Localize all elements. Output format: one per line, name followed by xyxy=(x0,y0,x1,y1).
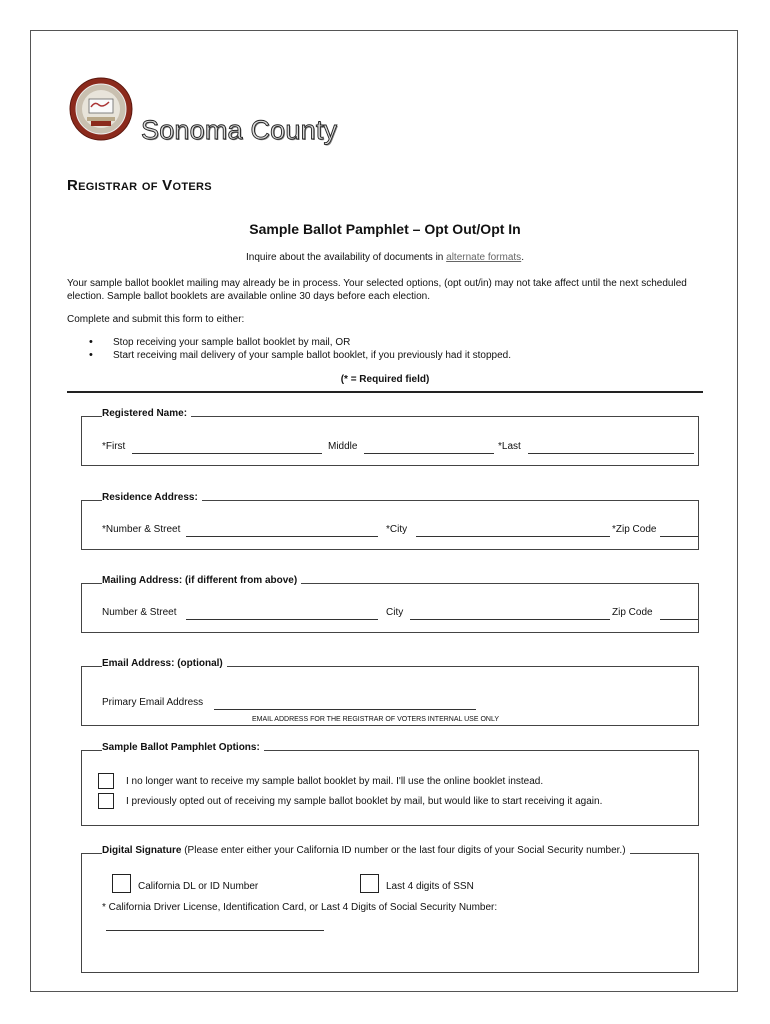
first-name-label: *First xyxy=(102,441,126,452)
last-name-label: *Last xyxy=(498,441,521,452)
registrar-heading: Registrar of Voters xyxy=(67,177,212,194)
county-name: Sonoma County xyxy=(141,115,338,145)
county-seal-logo xyxy=(69,77,133,141)
residence-city-label: *City xyxy=(386,524,408,535)
residence-address-section xyxy=(81,492,699,550)
mailing-address-section xyxy=(81,575,699,633)
opt-out-label: I no longer want to receive my sample ballot booklet by mail. I'll use the online booklet instead. xyxy=(126,776,544,787)
inquire-text: Inquire about the availability of documents in xyxy=(246,252,447,263)
registered-name-section xyxy=(81,408,699,466)
options-legend: Sample Ballot Pamphlet Options: xyxy=(102,742,264,753)
mailing-street-label: Number & Street xyxy=(102,607,177,618)
signature-legend-title: Digital Signature xyxy=(102,845,182,856)
opt-in-label: I previously opted out of receiving my sample ballot booklet by mail, but would like to start receiving it again. xyxy=(126,796,603,807)
registered-name-legend: Registered Name: xyxy=(102,408,191,419)
middle-name-label: Middle xyxy=(328,441,358,452)
instruction-paragraph: Complete and submit this form to either: xyxy=(67,314,245,325)
ssn-checkbox[interactable] xyxy=(360,874,379,893)
email-section xyxy=(81,658,699,726)
residence-city-field[interactable] xyxy=(416,536,610,537)
first-name-field[interactable] xyxy=(132,453,322,454)
divider xyxy=(67,391,703,393)
mailing-zip-field[interactable] xyxy=(660,619,698,620)
alternate-formats-link[interactable]: alternate formats xyxy=(446,252,522,263)
mailing-city-label: City xyxy=(386,607,404,618)
residence-zip-field[interactable] xyxy=(660,536,698,537)
ssn-label: Last 4 digits of SSN xyxy=(386,881,474,892)
email-legend: Email Address: (optional) xyxy=(102,658,227,669)
residence-street-label: *Number & Street xyxy=(102,524,181,535)
intro-paragraph: Your sample ballot booklet mailing may already be in process. Your selected options, (opt out/in) may not take affect until the next scheduled election. Sample ballot booklets are available online 30 days before each election. xyxy=(67,278,687,302)
list-item: • Start receiving mail delivery of your sample ballot booklet, if you previously had it stopped. xyxy=(89,349,511,362)
mailing-zip-label: Zip Code xyxy=(612,607,653,618)
email-label: Primary Email Address xyxy=(102,697,204,708)
opt-in-checkbox[interactable] xyxy=(98,793,114,809)
signature-instruction: * California Driver License, Identification Card, or Last 4 Digits of Social Security Number: xyxy=(102,902,498,913)
middle-name-field[interactable] xyxy=(364,453,494,454)
residence-zip-label: *Zip Code xyxy=(612,524,657,535)
list-item: • Stop receiving your sample ballot booklet by mail, OR xyxy=(89,336,511,349)
document-title: Sample Ballot Pamphlet – Opt Out/Opt In xyxy=(249,221,521,237)
inquire-line xyxy=(31,252,739,263)
dl-id-label: California DL or ID Number xyxy=(138,881,259,892)
residence-street-field[interactable] xyxy=(186,536,378,537)
mailing-address-legend: Mailing Address: (if different from above) xyxy=(102,575,301,586)
last-name-field[interactable] xyxy=(528,453,694,454)
required-field-note: (* = Required field) xyxy=(340,374,430,385)
inquire-suffix: . xyxy=(521,252,524,263)
options-bullet-list xyxy=(89,336,511,362)
opt-out-checkbox[interactable] xyxy=(98,773,114,789)
form-page xyxy=(30,30,738,992)
signature-legend-instructions: (Please enter either your California ID number or the last four digits of your Social Security number.) xyxy=(181,845,626,856)
mailing-city-field[interactable] xyxy=(410,619,610,620)
email-field[interactable] xyxy=(214,709,476,710)
residence-address-legend: Residence Address: xyxy=(102,492,202,503)
mailing-street-field[interactable] xyxy=(186,619,378,620)
signature-legend xyxy=(102,845,630,856)
email-use-note: EMAIL ADDRESS FOR THE REGISTRAR OF VOTERS INTERNAL USE ONLY xyxy=(252,716,499,723)
signature-id-field[interactable] xyxy=(106,930,324,931)
pamphlet-options-section xyxy=(81,742,699,826)
dl-id-checkbox[interactable] xyxy=(112,874,131,893)
digital-signature-section xyxy=(81,845,699,973)
